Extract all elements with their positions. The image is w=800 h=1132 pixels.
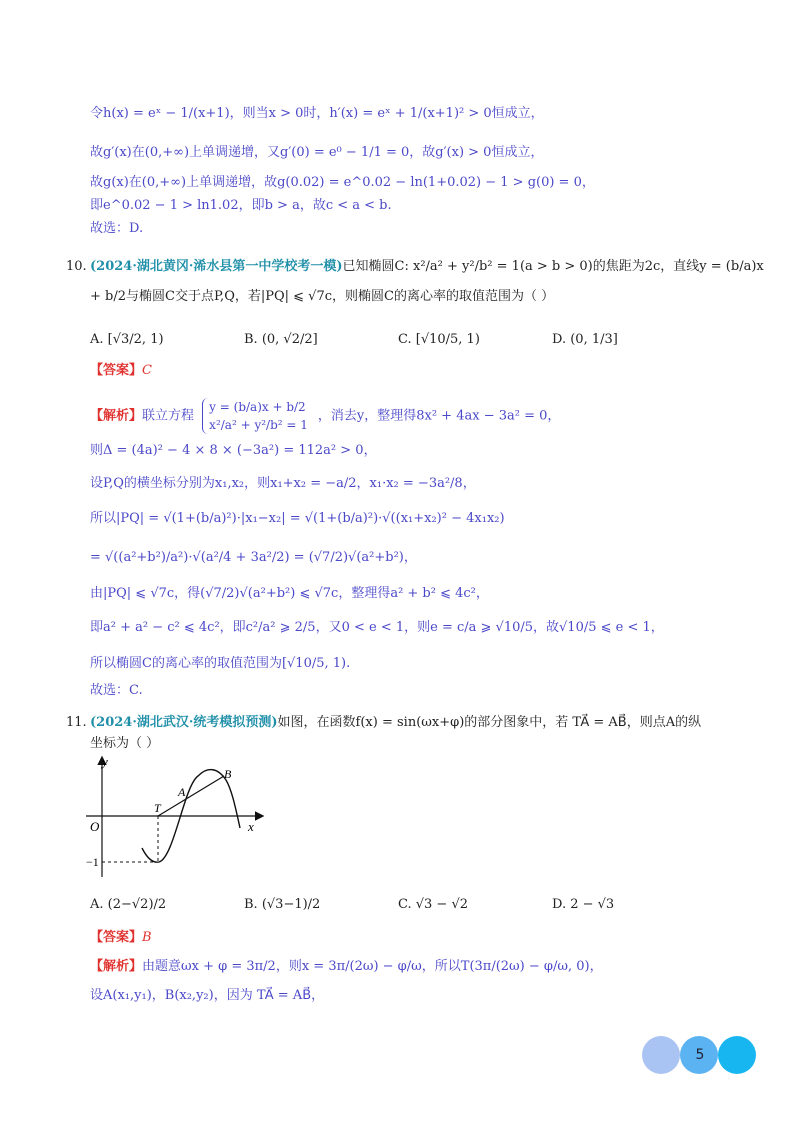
x-label: x <box>248 819 254 834</box>
page-decoration-circle <box>718 1036 756 1074</box>
segment-tb <box>158 776 224 816</box>
page-decoration-circle <box>642 1036 680 1074</box>
solution-line: 令h(x) = eˣ − 1/(x+1)，则当x > 0时，h′(x) = eˣ + 1/(x+1)² > 0恒成立， <box>90 106 544 121</box>
question-stem: + b/2与椭圆C交于点P,Q，若|PQ| ⩽ √7c，则椭圆C的离心率的取值范围为（ ） <box>90 289 555 304</box>
option-a: A. [√3/2, 1) <box>90 332 164 347</box>
analysis-row <box>90 957 603 977</box>
minus-one-label: −1 <box>86 855 99 869</box>
answer-tag: 【答案】 <box>90 930 143 945</box>
question-number: 10. <box>66 259 87 274</box>
solution-line: = √((a²+b²)/a²)·√(a²/4 + 3a²/2) = (√7/2)√(a²+b²)， <box>90 550 417 565</box>
solution-line: 即e^0.02 − 1 > ln1.02，即b > a，故c < a < b. <box>90 198 392 213</box>
option-b: B. (0, √2/2] <box>244 332 318 347</box>
option-c: C. √3 − √2 <box>398 897 469 912</box>
answer-value: C <box>142 363 152 378</box>
solution-line: 故选：D. <box>90 221 144 236</box>
question-stem: 如图，在函数f(x) = sin(ωx+φ)的部分图象中，若 TA⃗ = AB⃗，则点A的纵 <box>277 715 702 730</box>
answer-row <box>90 928 152 948</box>
analysis-tag: 【解析】 <box>90 408 143 424</box>
analysis-row <box>90 398 560 434</box>
solution-line: 设A(x₁,y₁)，B(x₂,y₂)，因为 TA⃗ = AB⃗， <box>90 988 325 1003</box>
question-source: (2024·湖北武汉·统考模拟预测) <box>90 715 278 730</box>
function-graph <box>84 752 274 882</box>
solution-line: 设P,Q的横坐标分别为x₁,x₂，则x₁+x₂ = −a/2，x₁·x₂ = −3a²/8， <box>90 476 476 491</box>
question-source: (2024·湖北黄冈·浠水县第一中学校考一模) <box>90 259 343 274</box>
system-equation: y = (b/a)x + b/2 <box>209 400 306 414</box>
solution-line: 所以椭圆C的离心率的取值范围为[√10/5, 1). <box>90 656 351 671</box>
answer-tag: 【答案】 <box>90 363 143 378</box>
answer-value: B <box>142 930 152 945</box>
system-equation: x²/a² + y²/b² = 1 <box>209 418 308 432</box>
point-b-label: B <box>224 767 232 781</box>
option-b: B. (√3−1)/2 <box>244 897 321 912</box>
analysis-tag: 【解析】 <box>90 959 143 974</box>
question-stem: 已知椭圆C: x²/a² + y²/b² = 1(a > b > 0)的焦距为2c，直线y = (b/a)x <box>342 259 764 274</box>
answer-row <box>90 361 152 381</box>
analysis-text: 由题意ωx + φ = 3π/2，则x = 3π/(2ω) − φ/ω，所以T(3π/(2ω) − φ/ω, 0)， <box>142 959 603 974</box>
solution-line: 由|PQ| ⩽ √7c，得(√7/2)√(a²+b²) ⩽ √7c，整理得a² + b² ⩽ 4c²， <box>90 586 489 601</box>
solution-line: 故g(x)在(0,+∞)上单调递增，故g(0.02) = e^0.02 − ln(1+0.02) − 1 > g(0) = 0， <box>90 175 595 190</box>
analysis-text: ，消去y，整理得8x² + 4ax − 3a² = 0， <box>317 408 561 424</box>
solution-line: 所以|PQ| = √(1+(b/a)²)·|x₁−x₂| = √(1+(b/a)²)·√((x₁+x₂)² − 4x₁x₂) <box>90 511 505 526</box>
solution-line: 故g′(x)在(0,+∞)上单调递增，又g′(0) = e⁰ − 1/1 = 0，故g′(x) > 0恒成立， <box>90 145 544 160</box>
option-d: D. (0, 1/3] <box>552 332 618 347</box>
origin-label: O <box>90 819 100 834</box>
solution-line: 则Δ = (4a)² − 4 × 8 × (−3a²) = 112a² > 0， <box>90 443 377 458</box>
solution-line: 即a² + a² − c² ⩽ 4c²，即c²/a² ⩾ 2/5，又0 < e < 1，则e = c/a ⩾ √10/5，故√10/5 ⩽ e < 1， <box>90 620 664 635</box>
y-label: y <box>102 754 108 769</box>
question-stem: 坐标为（ ） <box>90 736 160 751</box>
option-d: D. 2 − √3 <box>552 897 615 912</box>
option-c: C. [√10/5, 1) <box>398 332 480 347</box>
point-t-label: T <box>154 801 161 815</box>
equation-system <box>202 398 314 434</box>
option-a: A. (2−√2)/2 <box>90 897 167 912</box>
page-number: 5 <box>695 1047 705 1063</box>
point-a-label: A <box>178 785 186 799</box>
analysis-text: 联立方程 <box>142 408 195 424</box>
question-number: 11. <box>66 715 87 730</box>
solution-line: 故选：C. <box>90 683 143 698</box>
